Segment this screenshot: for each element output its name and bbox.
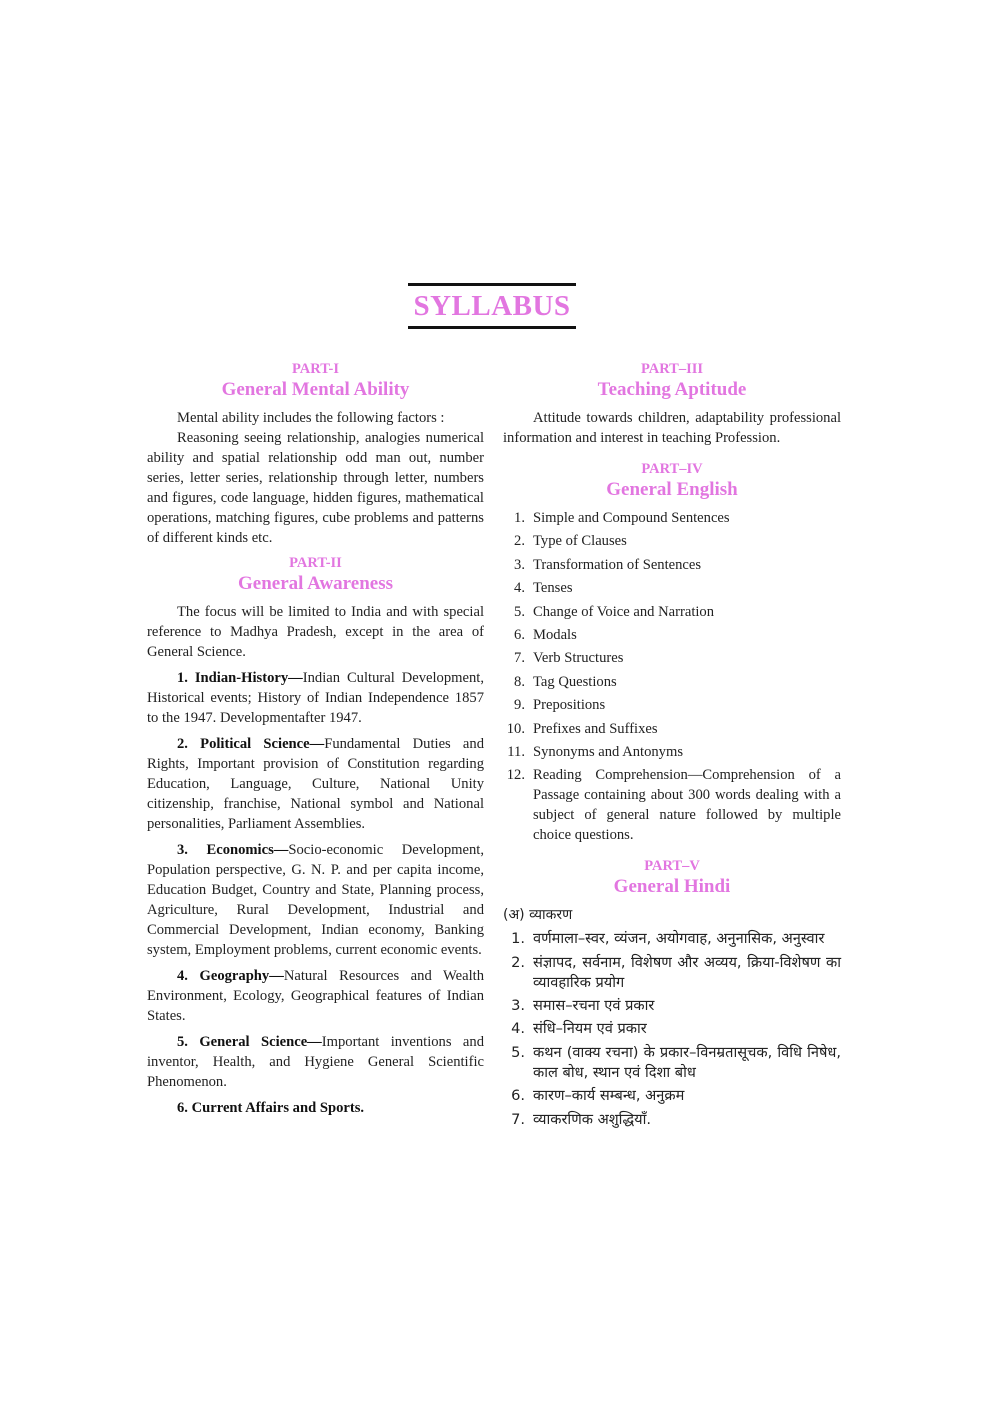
list-item — [503, 602, 841, 622]
item-title: 3. Economics— — [177, 842, 289, 858]
part2-item — [147, 668, 484, 728]
list-item — [503, 719, 841, 739]
part4-heading: General English — [606, 479, 738, 500]
part5-label: PART–V — [644, 858, 700, 875]
item-number: 7. — [511, 1110, 525, 1128]
list-item — [503, 531, 841, 551]
item-text: Natural Resources and Wealth Environment, Ecology, Geographical features of Indian States. — [147, 968, 484, 1024]
list-item — [503, 1110, 841, 1130]
english-list — [503, 508, 841, 845]
list-item — [503, 929, 841, 949]
part3-label: PART–III — [640, 361, 704, 377]
list-item — [503, 1086, 841, 1106]
item-text: Prepositions — [533, 697, 606, 714]
part4-label: PART–IV — [641, 461, 703, 477]
item-number: 1. — [511, 930, 525, 948]
part5-heading: General Hindi — [613, 876, 731, 898]
item-title: 2. Political Science— — [177, 736, 325, 752]
part1-label: PART-I — [291, 361, 340, 377]
item-number: 3. — [511, 997, 525, 1015]
part1-intro: Mental ability includes the following factors : — [177, 410, 445, 426]
item-number: 9. — [514, 697, 525, 714]
part1-heading: General Mental Ability — [221, 379, 410, 400]
item-text: कथन (वाक्य रचना) के प्रकार–विनम्रतासूचक, विधि निषेध, काल बोध, स्थान एवं दिशा बोध — [533, 1043, 841, 1081]
item-text: कारण–कार्य सम्बन्ध, अनुक्रम — [533, 1087, 685, 1105]
item-title: 6. Current Affairs and Sports. — [177, 1100, 365, 1116]
right-column — [503, 360, 841, 1133]
part1-body: Reasoning seeing relationship, analogies numerical ability and spatial relationship odd man out, number series, letter series, relationship through letter, numbers and figures, code language, hidden figures, mathematical operations, matching figures, cube problems and patterns of different kinds etc. — [147, 430, 484, 546]
item-number: 7. — [514, 650, 525, 667]
item-number: 4. — [511, 1020, 525, 1038]
item-text: Important inventions and inventor, Health, and Hygiene General Scientific Phenomenon. — [147, 1034, 484, 1090]
list-item — [503, 508, 841, 528]
list-item — [503, 672, 841, 692]
list-item — [503, 953, 841, 993]
list-item — [503, 648, 841, 668]
list-item — [503, 996, 841, 1016]
part2-item — [147, 966, 484, 1026]
item-number: 8. — [514, 673, 525, 690]
item-text: Indian Cultural Development, Historical events; History of Indian Independence 1857 to the 1947. Developmentafter 1947. — [147, 670, 484, 726]
item-text: Reading Comprehension—Comprehension of a Passage containing about 300 words dealing with a subject of general nature followed by multiple choice questions. — [533, 767, 841, 844]
item-number: 6. — [514, 626, 525, 643]
item-title: 1. Indian-History— — [177, 670, 303, 686]
part2-item — [147, 1032, 484, 1092]
item-text: Verb Structures — [533, 650, 624, 667]
item-number: 4. — [514, 580, 525, 597]
item-text: Type of Clauses — [533, 533, 627, 550]
item-text: Socio-economic Development, Population perspective, G. N. P. and per capita income, Education Budget, Country and State, Planning process, Agriculture, Rural Development, Industrial and Commercial Development, Indian economy, Banking system, Employment problems, current economic events. — [147, 842, 485, 958]
item-text: संज्ञापद, सर्वनाम, विशेषण और अव्यय, क्रिया-विशेषण का व्यावहारिक प्रयोग — [533, 953, 841, 991]
part2-item — [147, 840, 484, 960]
item-title: 5. General Science— — [177, 1034, 322, 1050]
page-title: SYLLABUS — [408, 283, 576, 329]
item-text: Tenses — [533, 580, 573, 597]
item-number: 10. — [506, 720, 525, 737]
part2-item — [147, 734, 484, 834]
hindi-list — [503, 929, 841, 1129]
item-number: 5. — [511, 1043, 525, 1061]
item-text: Synonyms and Antonyms — [533, 743, 684, 760]
part2-intro: The focus will be limited to India and with special reference to Madhya Pradesh, except in the area of General Science. — [147, 604, 484, 660]
item-number: 6. — [511, 1087, 525, 1105]
item-text: वर्णमाला–स्वर, व्यंजन, अयोगवाह, अनुनासिक, अनुस्वार — [533, 930, 825, 948]
item-number: 3. — [514, 556, 525, 573]
item-number: 1. — [514, 510, 525, 526]
item-number: 5. — [514, 603, 525, 620]
item-text: Fundamental Duties and Rights, Important provision of Constitution regarding Education, Language, Culture, National Unity citizenship, franchise, National symbol and National personalities, Parliament Assemblies. — [147, 736, 484, 832]
part2-label: PART-II — [289, 555, 342, 571]
item-text: Prefixes and Suffixes — [533, 720, 658, 737]
list-item — [503, 742, 841, 762]
item-number: 11. — [507, 743, 525, 760]
item-text: Tag Questions — [533, 673, 617, 690]
item-text: व्याकरणिक अशुद्धियाँ. — [533, 1110, 651, 1128]
list-item — [503, 1043, 841, 1083]
left-column — [147, 360, 484, 1118]
item-text: Transformation of Sentences — [533, 556, 702, 573]
item-text: Change of Voice and Narration — [533, 603, 715, 620]
hindi-subheading: (अ) व्याकरण — [503, 907, 573, 924]
part3-text: Attitude towards children, adaptability professional information and interest in teaching Profession. — [503, 410, 841, 446]
list-item — [503, 695, 841, 715]
list-item — [503, 625, 841, 645]
part2-last — [147, 1098, 484, 1118]
item-number: 2. — [511, 953, 525, 971]
item-number: 2. — [514, 533, 525, 550]
list-item — [503, 765, 841, 845]
part3-heading: Teaching Aptitude — [597, 379, 747, 400]
item-text: संधि–नियम एवं प्रकार — [533, 1020, 647, 1038]
item-text: Modals — [533, 626, 577, 643]
item-text: समास–रचना एवं प्रकार — [533, 997, 655, 1015]
item-title: 4. Geography— — [177, 968, 284, 984]
item-text: Simple and Compound Sentences — [533, 510, 730, 526]
item-number: 12. — [506, 767, 525, 784]
part2-heading: General Awareness — [238, 573, 393, 594]
list-item — [503, 1019, 841, 1039]
list-item — [503, 555, 841, 575]
list-item — [503, 578, 841, 598]
